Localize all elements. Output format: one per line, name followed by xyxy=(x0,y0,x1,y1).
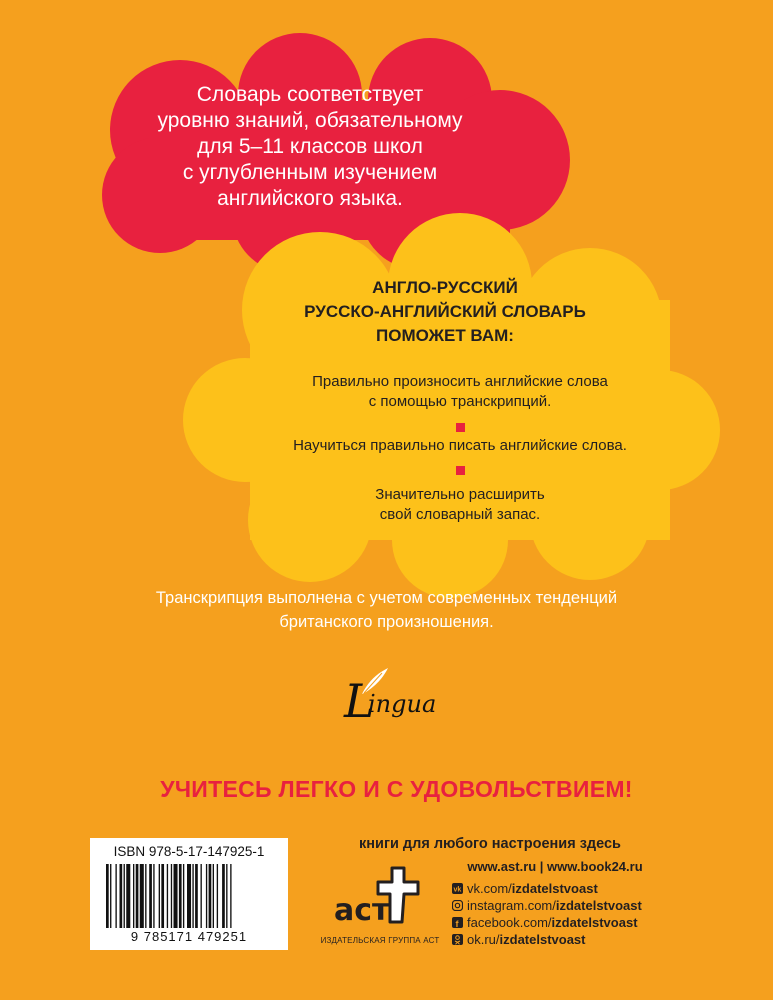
social-handle: izdatelstvoast xyxy=(511,881,598,896)
facebook-icon xyxy=(452,917,463,928)
red-cloud-line: английского языка. xyxy=(217,187,403,210)
logo-initial: L xyxy=(344,674,375,728)
social-prefix: ok.ru/ xyxy=(467,932,500,947)
transcription-note xyxy=(60,586,713,634)
isbn-label: ISBN 978-5-17-147925-1 xyxy=(113,844,265,859)
benefit-line: Значительно расширить xyxy=(375,486,545,503)
benefit-item xyxy=(220,485,700,525)
slogan: УЧИТЕСЬ ЛЕГКО И С УДОВОЛЬСТВИЕМ! xyxy=(160,776,633,802)
barcode-digits: 9 785171 479251 xyxy=(130,929,248,944)
social-prefix: vk.com/ xyxy=(467,881,512,896)
ast-logo-text: аст xyxy=(334,893,390,928)
title-line: ПОМОЖЕТ ВАМ: xyxy=(376,326,514,345)
benefit-item xyxy=(220,372,700,412)
ast-caption: ИЗДАТЕЛЬСКАЯ ГРУППА АСТ xyxy=(320,936,440,945)
ast-publisher-logo xyxy=(328,862,428,942)
vk-icon xyxy=(452,883,463,894)
red-cloud-line: с углубленным изучением xyxy=(182,161,438,184)
red-cloud-line: Словарь соответствует xyxy=(196,83,424,106)
social-link-ok[interactable] xyxy=(452,932,586,950)
social-handle: izdatelstvoast xyxy=(499,932,586,947)
social-link-facebook[interactable] xyxy=(452,915,638,933)
red-cloud-text xyxy=(120,82,500,212)
website-links[interactable]: www.ast.ru | www.book24.ru xyxy=(467,859,643,874)
benefit-line: Правильно произносить английские слова xyxy=(312,373,608,390)
note-line: Транскрипция выполнена с учетом современных тенденций xyxy=(155,589,618,607)
social-prefix: facebook.com/ xyxy=(467,915,552,930)
benefit-line: с помощью транскрипций. xyxy=(368,393,552,410)
red-cloud-line: для 5–11 классов школ xyxy=(197,135,423,158)
books-tagline: книги для любого настроения здесь xyxy=(359,836,621,852)
social-handle: izdatelstvoast xyxy=(551,915,638,930)
svg-text:f: f xyxy=(455,919,459,928)
red-cloud-line: уровню знаний, обязательному xyxy=(157,109,463,132)
social-handle: izdatelstvoast xyxy=(555,898,642,913)
bullet-square xyxy=(456,466,465,475)
logo-rest: ingua xyxy=(368,690,437,718)
lingua-logo xyxy=(344,672,464,732)
benefit-line: свой словарный запас. xyxy=(379,506,541,523)
svg-text:vk: vk xyxy=(453,886,462,894)
social-link-vk[interactable] xyxy=(452,881,598,899)
title-line: АНГЛО-РУССКИЙ xyxy=(372,278,518,297)
instagram-icon xyxy=(452,900,463,911)
benefit-line: Научиться правильно писать английские слова. xyxy=(293,437,627,454)
bullet-square xyxy=(456,423,465,432)
isbn-barcode-box xyxy=(90,838,288,950)
benefit-item xyxy=(220,436,700,456)
note-line: британского произношения. xyxy=(279,613,494,631)
social-prefix: instagram.com/ xyxy=(467,898,556,913)
title-line: РУССКО-АНГЛИЙСКИЙ СЛОВАРЬ xyxy=(304,302,586,321)
dictionary-title xyxy=(260,276,630,348)
social-link-instagram[interactable] xyxy=(452,898,642,916)
barcode-icon xyxy=(104,864,274,928)
